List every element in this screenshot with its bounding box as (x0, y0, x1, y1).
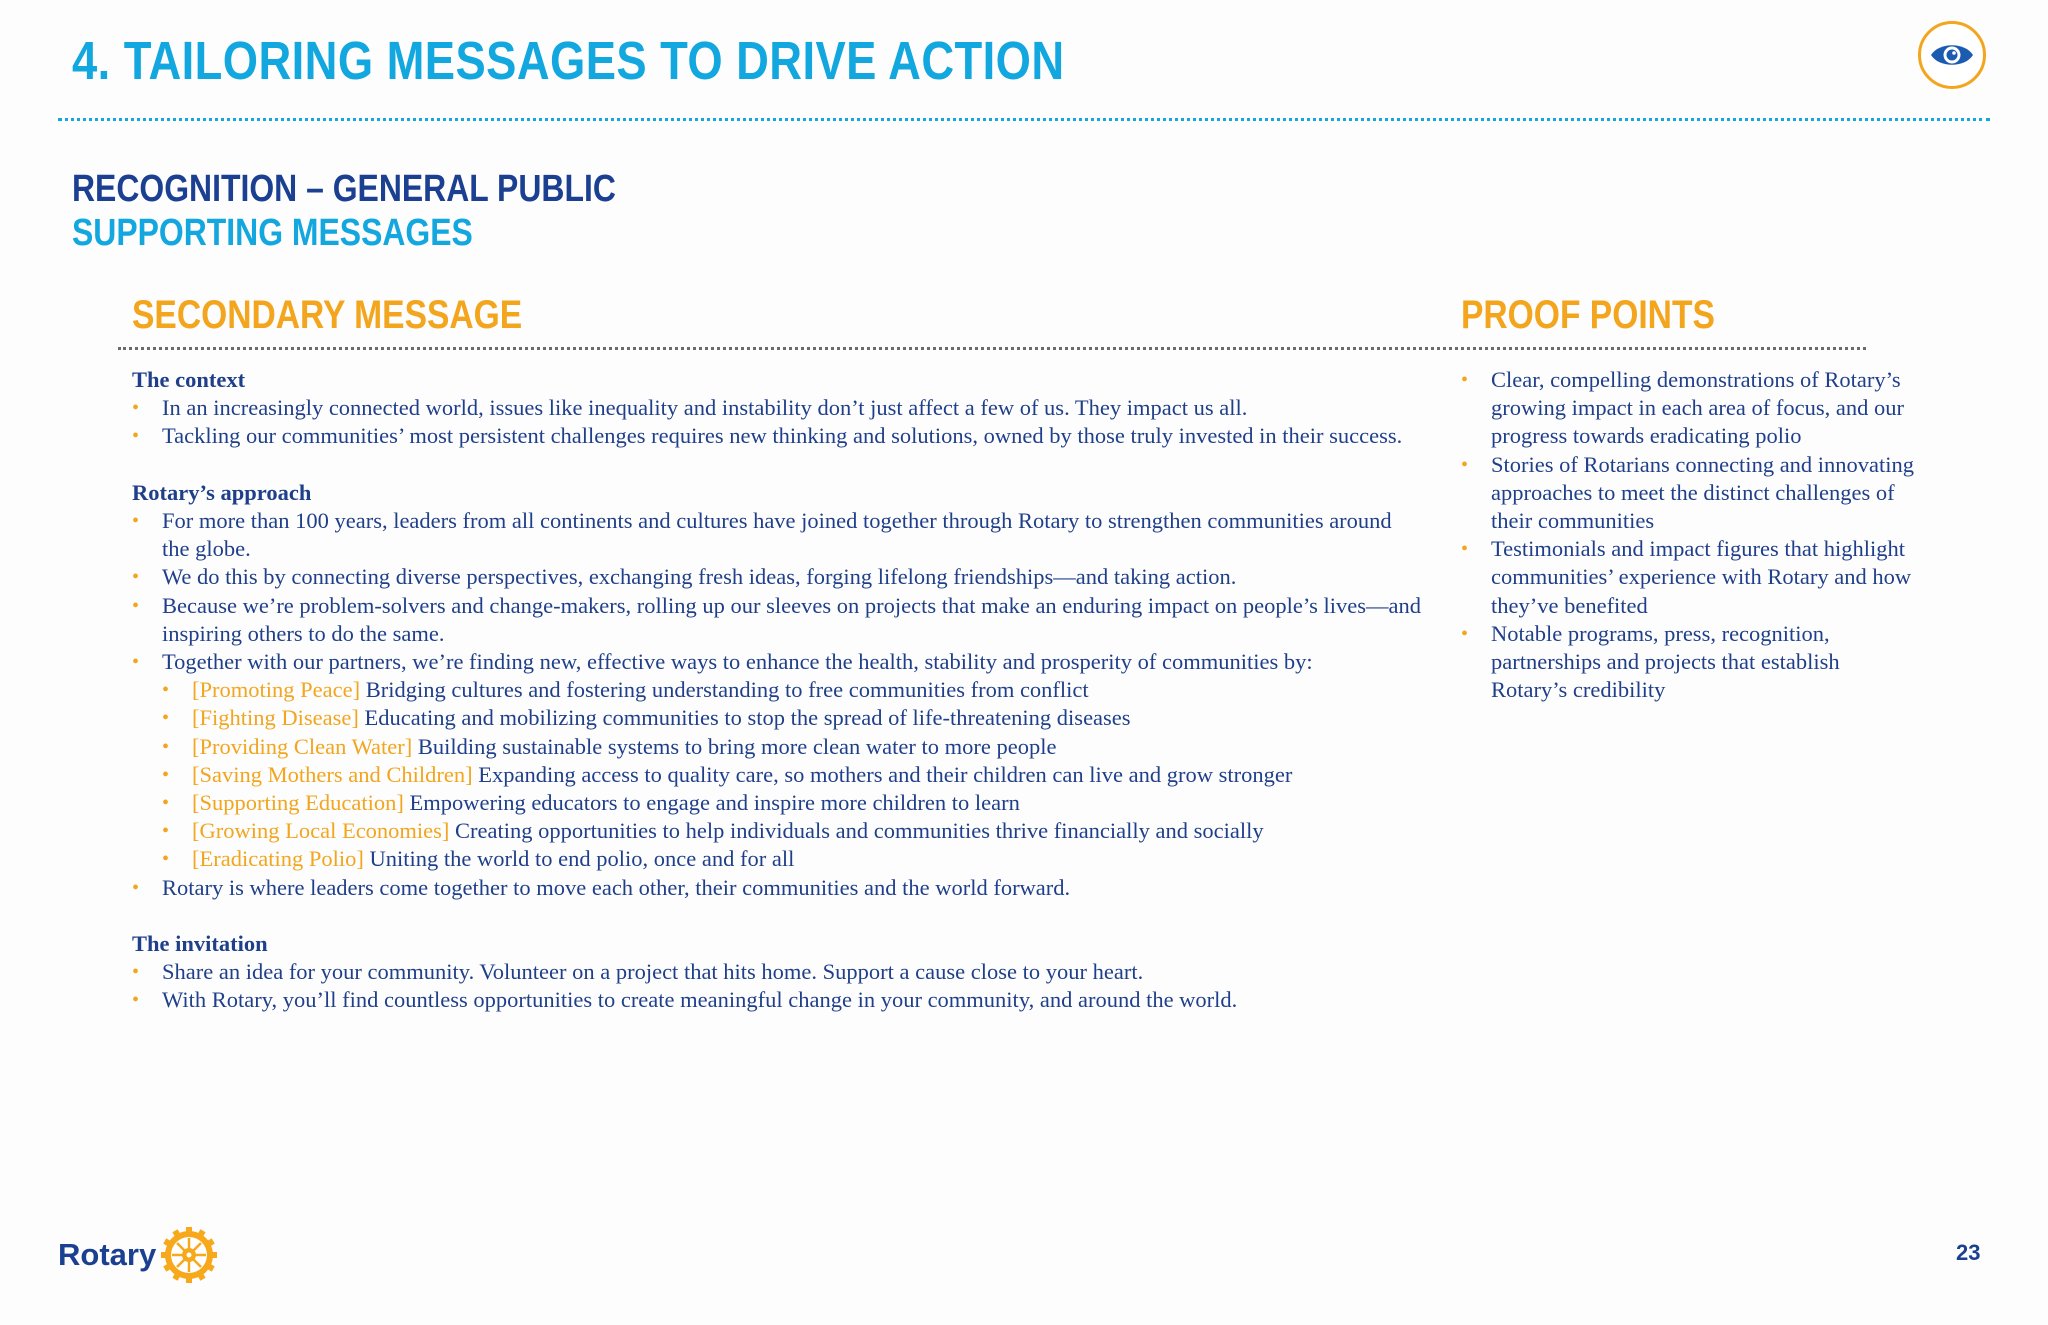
list-item: • Notable programs, press, recognition, partnerships and projects that establish Rotary’s credibility (1461, 620, 1921, 705)
cause-text: Building sustainable systems to bring more clean water to more people (412, 733, 1057, 759)
list-item: • Tackling our communities’ most persistent challenges requires new thinking and solutions, owned by those truly invested in their success. (132, 422, 1422, 450)
list-item: • In an increasingly connected world, issues like inequality and instability don’t just affect a few of us. They impact us all. (132, 394, 1422, 422)
cause-text: Creating opportunities to help individuals and communities thrive financially and socially (449, 818, 1264, 844)
header-divider (58, 118, 1990, 121)
secondary-message-body (132, 366, 1422, 1015)
cause-tag: [Eradicating Polio] (192, 846, 364, 872)
cause-tag: [Providing Clean Water] (192, 733, 413, 759)
page-title: 4. TAILORING MESSAGES TO DRIVE ACTION (72, 31, 1065, 91)
rotary-wheel-icon (160, 1226, 218, 1284)
cause-text: Expanding access to quality care, so mothers and their children can live and grow stronger (472, 761, 1293, 787)
cause-tag: [Promoting Peace] (192, 677, 361, 703)
list-item: • Stories of Rotarians connecting and innovating approaches to meet the distinct challenges of their communities (1461, 451, 1921, 536)
list-item: • Because we’re problem-solvers and change-makers, rolling up our sleeves on projects that make an enduring impact on people’s lives—and inspiring others to do the same. (132, 592, 1422, 648)
invitation-list (132, 958, 1422, 1014)
cause-text: Uniting the world to end polio, once and for all (363, 846, 795, 872)
cause-item (162, 845, 1422, 873)
cause-text: Empowering educators to engage and inspire more children to learn (403, 790, 1020, 816)
cause-item (162, 733, 1422, 761)
rotary-logo (58, 1226, 218, 1284)
cause-text: Bridging cultures and fostering understanding to free communities from conflict (360, 677, 1089, 703)
cause-tag: [Saving Mothers and Children] (192, 761, 473, 787)
approach-heading: Rotary’s approach (132, 479, 312, 505)
eye-icon (1929, 40, 1975, 70)
eye-badge (1918, 21, 1986, 89)
section-subtitle: SUPPORTING MESSAGES (72, 212, 473, 254)
secondary-message-heading: SECONDARY MESSAGE (132, 293, 523, 337)
list-item: • We do this by connecting diverse perspectives, exchanging fresh ideas, forging lifelong friendships—and taking action. (132, 563, 1422, 591)
column-divider (118, 347, 1866, 350)
list-item: • Share an idea for your community. Volunteer on a project that hits home. Support a cause close to your heart. (132, 958, 1422, 986)
invitation-heading: The invitation (132, 931, 268, 957)
cause-text: Educating and mobilizing communities to stop the spread of life-threatening diseases (358, 705, 1131, 731)
cause-tag: [Supporting Education] (192, 790, 404, 816)
page-number: 23 (1956, 1240, 1981, 1265)
cause-item (162, 704, 1422, 732)
cause-tag: [Fighting Disease] (192, 705, 359, 731)
list-item: • Rotary is where leaders come together to move each other, their communities and the world forward. (132, 874, 1422, 902)
list-item: • Testimonials and impact figures that highlight communities’ experience with Rotary and how they’ve benefited (1461, 535, 1921, 620)
cause-item (162, 789, 1422, 817)
list-item: • With Rotary, you’ll find countless opportunities to create meaningful change in your community, and around the world. (132, 986, 1422, 1014)
proof-points-body (1461, 366, 1921, 704)
proof-points-heading: PROOF POINTS (1461, 293, 1715, 337)
list-item: • For more than 100 years, leaders from all continents and cultures have joined together through Rotary to strengthen communities around the globe. (132, 507, 1422, 563)
cause-item (162, 817, 1422, 845)
context-heading: The context (132, 367, 246, 392)
cause-tag: [Growing Local Economies] (192, 818, 450, 844)
section-title: RECOGNITION – GENERAL PUBLIC (72, 168, 616, 210)
cause-item (162, 676, 1422, 704)
context-list (132, 394, 1422, 450)
approach-closing-list (132, 874, 1422, 902)
approach-list (132, 507, 1422, 676)
proof-points-list (1461, 366, 1921, 704)
list-item: • Together with our partners, we’re finding new, effective ways to enhance the health, stability and prosperity of communities by: (132, 648, 1422, 676)
rotary-logo-text: Rotary (58, 1237, 157, 1272)
causes-list (162, 676, 1422, 873)
cause-item (162, 761, 1422, 789)
list-item: • Clear, compelling demonstrations of Rotary’s growing impact in each area of focus, and our progress towards eradicating polio (1461, 366, 1921, 451)
